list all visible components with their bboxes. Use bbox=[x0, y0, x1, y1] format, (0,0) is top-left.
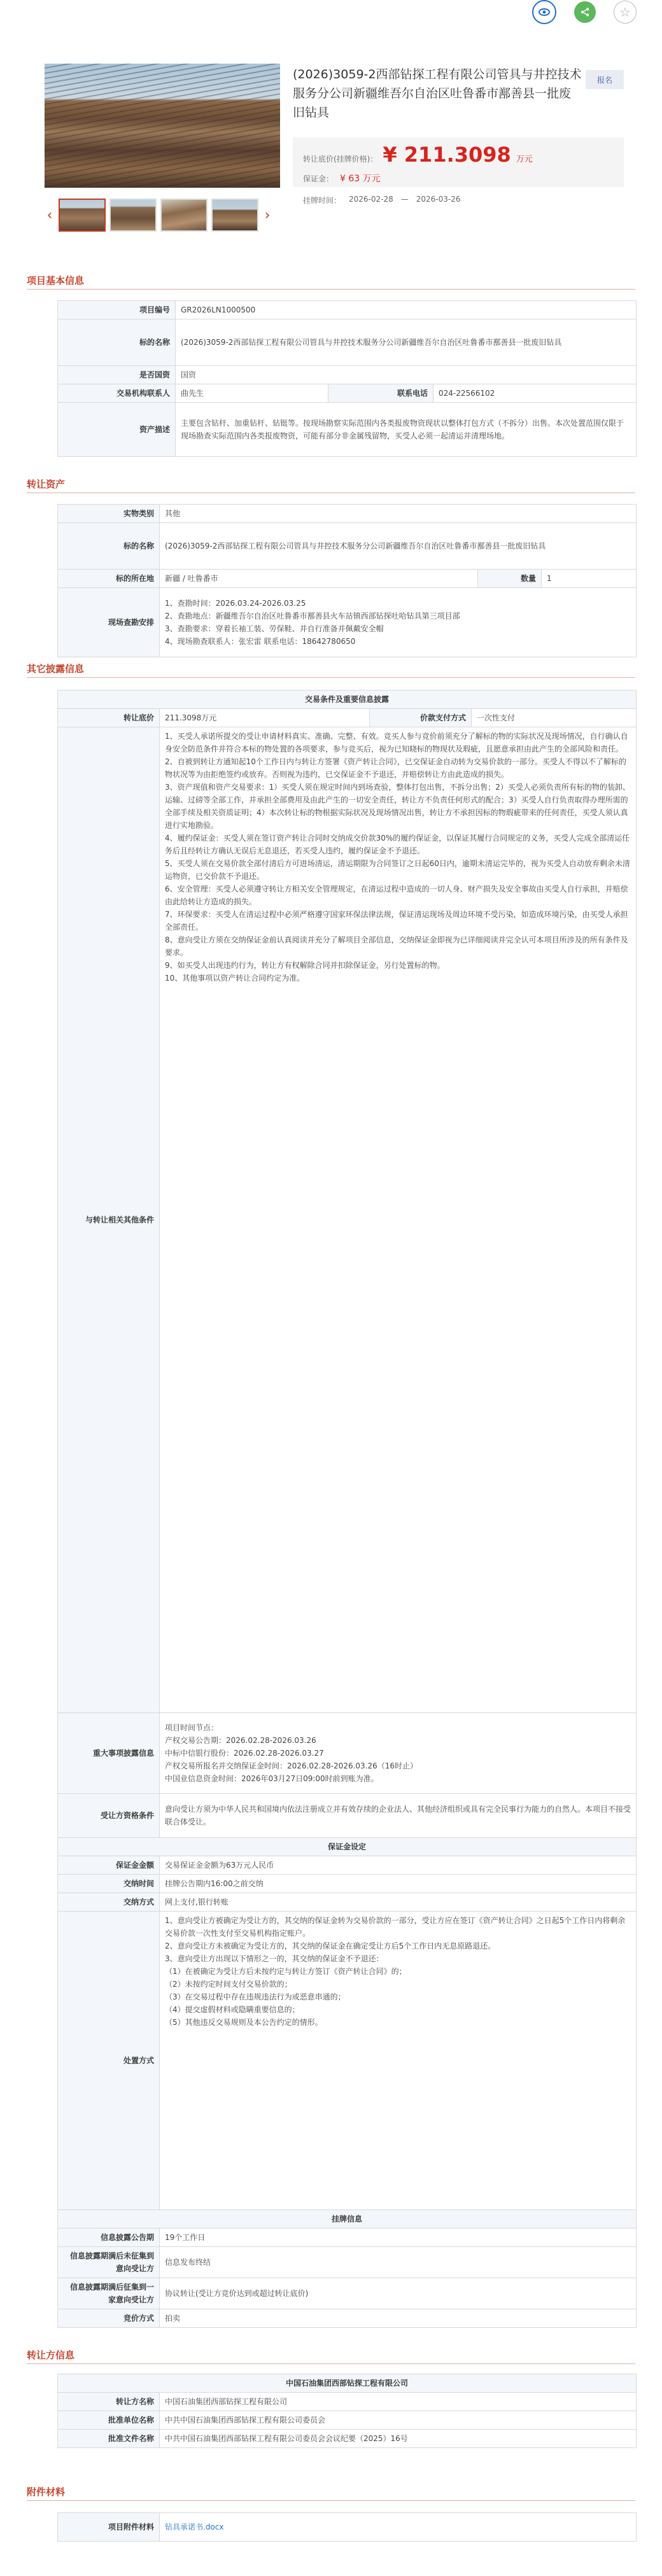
row-key: 联系电话 bbox=[328, 384, 433, 403]
table-row bbox=[58, 2374, 637, 2393]
table-row bbox=[58, 366, 637, 384]
row-key: 标的名称 bbox=[58, 523, 160, 570]
time-start: 2026-02-28 bbox=[349, 195, 393, 204]
table-row bbox=[58, 1838, 637, 1856]
row-value: 一次性支付 bbox=[472, 709, 637, 727]
section-title-basic: 项目基本信息 bbox=[27, 275, 85, 286]
price-label: 转让底价(挂牌价格)： bbox=[303, 155, 378, 164]
attachments-table bbox=[57, 2512, 637, 2542]
row-value: 曲先生 bbox=[176, 384, 328, 403]
table-row bbox=[58, 1912, 637, 2210]
table-header: 保证金设定 bbox=[58, 1838, 637, 1856]
table-row bbox=[58, 2513, 637, 2542]
row-value: 网上支付,银行转账 bbox=[160, 1893, 637, 1912]
asset-table bbox=[57, 504, 637, 657]
deposit-label: 保证金： bbox=[303, 174, 334, 183]
table-row bbox=[58, 690, 637, 709]
table-row bbox=[58, 1893, 637, 1912]
thumbnail[interactable] bbox=[109, 199, 157, 232]
table-row bbox=[58, 505, 637, 523]
divider bbox=[27, 2500, 635, 2501]
row-key: 受让方资格条件 bbox=[58, 1794, 160, 1838]
row-value: 拍卖 bbox=[160, 2309, 637, 2328]
section-title-asset: 转让资产 bbox=[27, 479, 66, 490]
attachment-link[interactable]: 钻具承诺书.docx bbox=[165, 2523, 224, 2531]
table-row bbox=[58, 2411, 637, 2430]
time-end: 2026-03-26 bbox=[416, 195, 461, 204]
row-value: 新疆 / 吐鲁番市 bbox=[160, 570, 478, 588]
hero-section bbox=[45, 64, 624, 239]
row-value: 协议转让(受让方竞价达到或超过转让底价) bbox=[160, 2278, 637, 2309]
listing-time bbox=[293, 195, 624, 206]
row-key: 实物类别 bbox=[58, 505, 160, 523]
table-row bbox=[58, 570, 637, 588]
next-arrow-icon[interactable]: › bbox=[264, 207, 271, 223]
row-value: 主要包含钻杆、加重钻杆、钻铤等。按现场勘察实际范围内各类报废物资现状以整体打包方式（不拆分）出售。本次处置范围仅限于现场勘查实际范围内各类报废物资，可能有部分非金属残留物，买受人必须一起清运并清理场地。 bbox=[176, 403, 637, 457]
table-row bbox=[58, 727, 637, 1713]
row-key: 处置方式 bbox=[58, 1912, 160, 2210]
table-row bbox=[58, 403, 637, 457]
table-row bbox=[58, 2430, 637, 2448]
row-key: 转让底价 bbox=[58, 709, 160, 727]
row-value: 中共中国石油集团西部钻探工程有限公司委员会会议纪要（2025）16号 bbox=[160, 2430, 637, 2448]
row-key: 竞价方式 bbox=[58, 2309, 160, 2328]
project-title: (2026)3059-2西部钻探工程有限公司管具与井控技术服务分公司新疆维吾尔自治区吐鲁番市鄯善县一批废旧钻具 bbox=[293, 67, 582, 120]
table-row bbox=[58, 384, 637, 403]
section-title-other: 其它披露信息 bbox=[27, 663, 85, 675]
thumbnail[interactable] bbox=[160, 199, 208, 232]
divider bbox=[27, 2363, 635, 2364]
row-value: 意向受让方须为中华人民共和国境内依法注册成立并有效存续的企业法人、其他经济组织或具有完全民事行为能力的自然人。本项目不接受联合体受让。 bbox=[160, 1794, 637, 1838]
table-row bbox=[58, 1856, 637, 1875]
row-key: 交纳时间 bbox=[58, 1875, 160, 1893]
table-row bbox=[58, 1875, 637, 1893]
row-value: 1 bbox=[542, 570, 637, 588]
apply-button[interactable]: 报名 bbox=[586, 70, 624, 89]
row-key: 项目编号 bbox=[58, 301, 176, 319]
table-row bbox=[58, 2247, 637, 2278]
row-key: 价款支付方式 bbox=[370, 709, 472, 727]
row-key: 保证金金额 bbox=[58, 1856, 160, 1875]
table-row bbox=[58, 319, 637, 366]
row-key: 资产描述 bbox=[58, 403, 176, 457]
price-box bbox=[293, 137, 624, 187]
table-row bbox=[58, 2210, 637, 2229]
row-value: 1、意向受让方被确定为受让方的，其交纳的保证金转为交易价款的一部分，受让方应在签订《资产转让合同》之日起5个工作日内将剩余交易价款一次性支付至交易机构指定账户。 2、意向受让方未被确定为受让方的，其交纳的保证金在确定受让方后5个工作日内无息原路退还。 3、意向受让方出现以下情形之一的，其交纳的保证金不予退还： （1）在被确定为受让方后未按约定与转让方签订《资产转让合同》的； （2）未按约定时间支付交易价款的； （3）在交易过程中存在违规违法行为或恶意串通的； （4）提交虚假材料或隐瞒重要信息的； （5）其他违反交易规则及本公告约定的情形。 bbox=[160, 1912, 637, 2210]
row-key: 交纳方式 bbox=[58, 1893, 160, 1912]
row-key: 批准文件名称 bbox=[58, 2430, 160, 2448]
time-label: 挂牌时间： bbox=[303, 196, 342, 205]
table-row bbox=[58, 2229, 637, 2247]
table-row bbox=[58, 2278, 637, 2309]
section-title-transferor: 转让方信息 bbox=[27, 2349, 75, 2361]
row-value: 1、买受人承诺所提交的受让申请材料真实、准确、完整、有效。竞买人参与竞价前须充分了解标的物的实际状况及现场情况，自行确认自身安全防范条件并符合本标的物处置的各项要求，参与竞买后，视为已知晓标的物现状及瑕疵，且愿意承担由此产生的全部风险和责任。 2、自被到转让方通知起10个工作日内与转让方签署《资产转让合同》，已交保证金自动转为交易价款的一部分。买受人不得以不了解标的物状况等为由拒绝签约或放弃。否则视为违约，已交保证金不予退还，并赔偿转让方由此造成的损失。 3、资产现值和资产交易要求：1）买受人须在规定时间内到场查验，整体打包出售，不拆分出售；2）买受人必须负责所有标的物的装卸、运输、过磅等全部工作，并承担全部费用及由此产生的一切安全责任，转让方不负责任何形式的配合；3）买受人自行负责取得办理所需的全部手续及相关资质证明；4）本次转让标的物根据实际状况及现场情况出售，转让方不承担因标的物瑕疵带来的任何责任，买受人须认真进行实地勘验。 4、履约保证金：买受人须在签订资产转让合同时交纳成交价款30%的履约保证金，以保证其履行合同规定的义务，买受人完成全部清运任务后且经转让方确认无误后无息退还，若买受人违约，履约保证金不予退还。 5、买受人须在交易价款全部付清后方可进场清运，清运期限为合同签订之日起60日内，逾期未清运完毕的，视为买受人自动放弃剩余未清运物资，已交价款不予退还。 6、安全管理：买受人必须遵守转让方相关安全管理规定，在清运过程中造成的一切人身、财产损失及安全事故由买受人自行承担，并赔偿由此给转让方造成的损失。 7、环保要求：买受人在清运过程中必须严格遵守国家环保法律法规，保证清运现场及周边环境不受污染，如造成环境污染，由买受人承担全部责任。 8、意向受让方须在交纳保证金前认真阅读并充分了解项目全部信息，交纳保证金即视为已详细阅读并完全认可本项目所涉及的所有条件及要求。 9、如买受人出现违约行为，转让方有权解除合同并扣除保证金，另行处置标的物。 10、其他事项以资产转让合同约定为准。 bbox=[160, 727, 637, 1713]
row-key: 批准单位名称 bbox=[58, 2411, 160, 2430]
row-key: 数量 bbox=[478, 570, 542, 588]
row-value: 19个工作日 bbox=[160, 2229, 637, 2247]
row-key: 现场查勘安排 bbox=[58, 588, 160, 657]
table-row bbox=[58, 2393, 637, 2411]
table-row bbox=[58, 1794, 637, 1838]
row-value: 信息发布终结 bbox=[160, 2247, 637, 2278]
star-icon[interactable]: ☆ bbox=[614, 1, 637, 24]
row-key: 标的名称 bbox=[58, 319, 176, 366]
table-header: 交易条件及重要信息披露 bbox=[58, 690, 637, 709]
thumbnail-strip bbox=[45, 199, 280, 232]
row-value: 国资 bbox=[176, 366, 637, 384]
eye-icon[interactable] bbox=[532, 0, 556, 24]
row-value: 项目时间节点： 产权交易公告期：2026.02.28-2026.03.26 中标中信银行股份：2026.02.28-2026.03.27 产权交易所报名并交纳保证金时间：2026.02.28-2026.03.26（16时止） 中国业信息资金时间：2026年03月27日09:00时前到账为准。 bbox=[160, 1713, 637, 1794]
thumbnail[interactable] bbox=[59, 199, 106, 232]
row-key: 重大事项披露信息 bbox=[58, 1713, 160, 1794]
row-value: 中共中国石油集团西部钻探工程有限公司委员会 bbox=[160, 2411, 637, 2430]
attachment-cell bbox=[160, 2513, 637, 2542]
table-row bbox=[58, 588, 637, 657]
table-row bbox=[58, 709, 637, 727]
section-title-attachments: 附件材料 bbox=[27, 2486, 66, 2498]
divider bbox=[27, 289, 635, 290]
top-toolbar bbox=[532, 0, 637, 24]
row-value: 中国石油集团西部钻探工程有限公司 bbox=[160, 2393, 637, 2411]
table-row bbox=[58, 301, 637, 319]
prev-arrow-icon[interactable]: ‹ bbox=[46, 207, 53, 223]
table-header: 挂牌信息 bbox=[58, 2210, 637, 2229]
divider bbox=[27, 677, 635, 678]
price-value: ¥ 211.3098 bbox=[383, 143, 511, 167]
row-key: 交易机构联系人 bbox=[58, 384, 176, 403]
table-row bbox=[58, 1713, 637, 1794]
row-value: (2026)3059-2西部钻探工程有限公司管具与井控技术服务分公司新疆维吾尔自治区吐鲁番市鄯善县一批废旧钻具 bbox=[176, 319, 637, 366]
deposit-value: ¥ 63 万元 bbox=[340, 174, 381, 184]
row-key: 与转让相关其他条件 bbox=[58, 727, 160, 1713]
project-summary bbox=[293, 65, 624, 206]
row-value: 交易保证金金额为63万元人民币 bbox=[160, 1856, 637, 1875]
time-sep: — bbox=[400, 195, 409, 204]
table-row bbox=[58, 523, 637, 570]
row-value: GR2026LN1000500 bbox=[176, 301, 637, 319]
row-key: 信息披露期满后未征集到意向受让方 bbox=[58, 2247, 160, 2278]
row-value: (2026)3059-2西部钻探工程有限公司管具与井控技术服务分公司新疆维吾尔自治区吐鲁番市鄯善县一批废旧钻具 bbox=[160, 523, 637, 570]
share-icon[interactable] bbox=[574, 1, 596, 23]
other-info-table bbox=[57, 690, 637, 2328]
row-value: 其他 bbox=[160, 505, 637, 523]
transferor-table bbox=[57, 2374, 637, 2448]
table-row bbox=[58, 2309, 637, 2328]
price-unit: 万元 bbox=[516, 155, 533, 164]
row-key: 项目附件材料 bbox=[58, 2513, 160, 2542]
row-key: 标的所在地 bbox=[58, 570, 160, 588]
row-value: 211.3098万元 bbox=[160, 709, 370, 727]
basic-info-table bbox=[57, 300, 637, 457]
row-key: 是否国资 bbox=[58, 366, 176, 384]
row-key: 转让方名称 bbox=[58, 2393, 160, 2411]
row-key: 信息披露公告期 bbox=[58, 2229, 160, 2247]
main-product-image bbox=[45, 64, 280, 188]
row-value: 1、查勘时间：2026.03.24-2026.03.25 2、查勘地点：新疆维吾尔自治区吐鲁番市鄯善县火车站镇西部钻探吐哈钻具第三项目部 3、查勘要求：穿着长袖工装、劳保鞋、并自行准备并佩戴安全帽 4、现场勘查联系人：张宏雷 联系电话：18642780650 bbox=[160, 588, 637, 657]
thumbnail[interactable] bbox=[211, 199, 258, 232]
row-key: 信息披露期满后征集到一家意向受让方 bbox=[58, 2278, 160, 2309]
row-value: 024-22566102 bbox=[433, 384, 637, 403]
row-value: 挂牌公告期内16:00之前交纳 bbox=[160, 1875, 637, 1893]
table-header: 中国石油集团西部钻探工程有限公司 bbox=[58, 2374, 637, 2393]
